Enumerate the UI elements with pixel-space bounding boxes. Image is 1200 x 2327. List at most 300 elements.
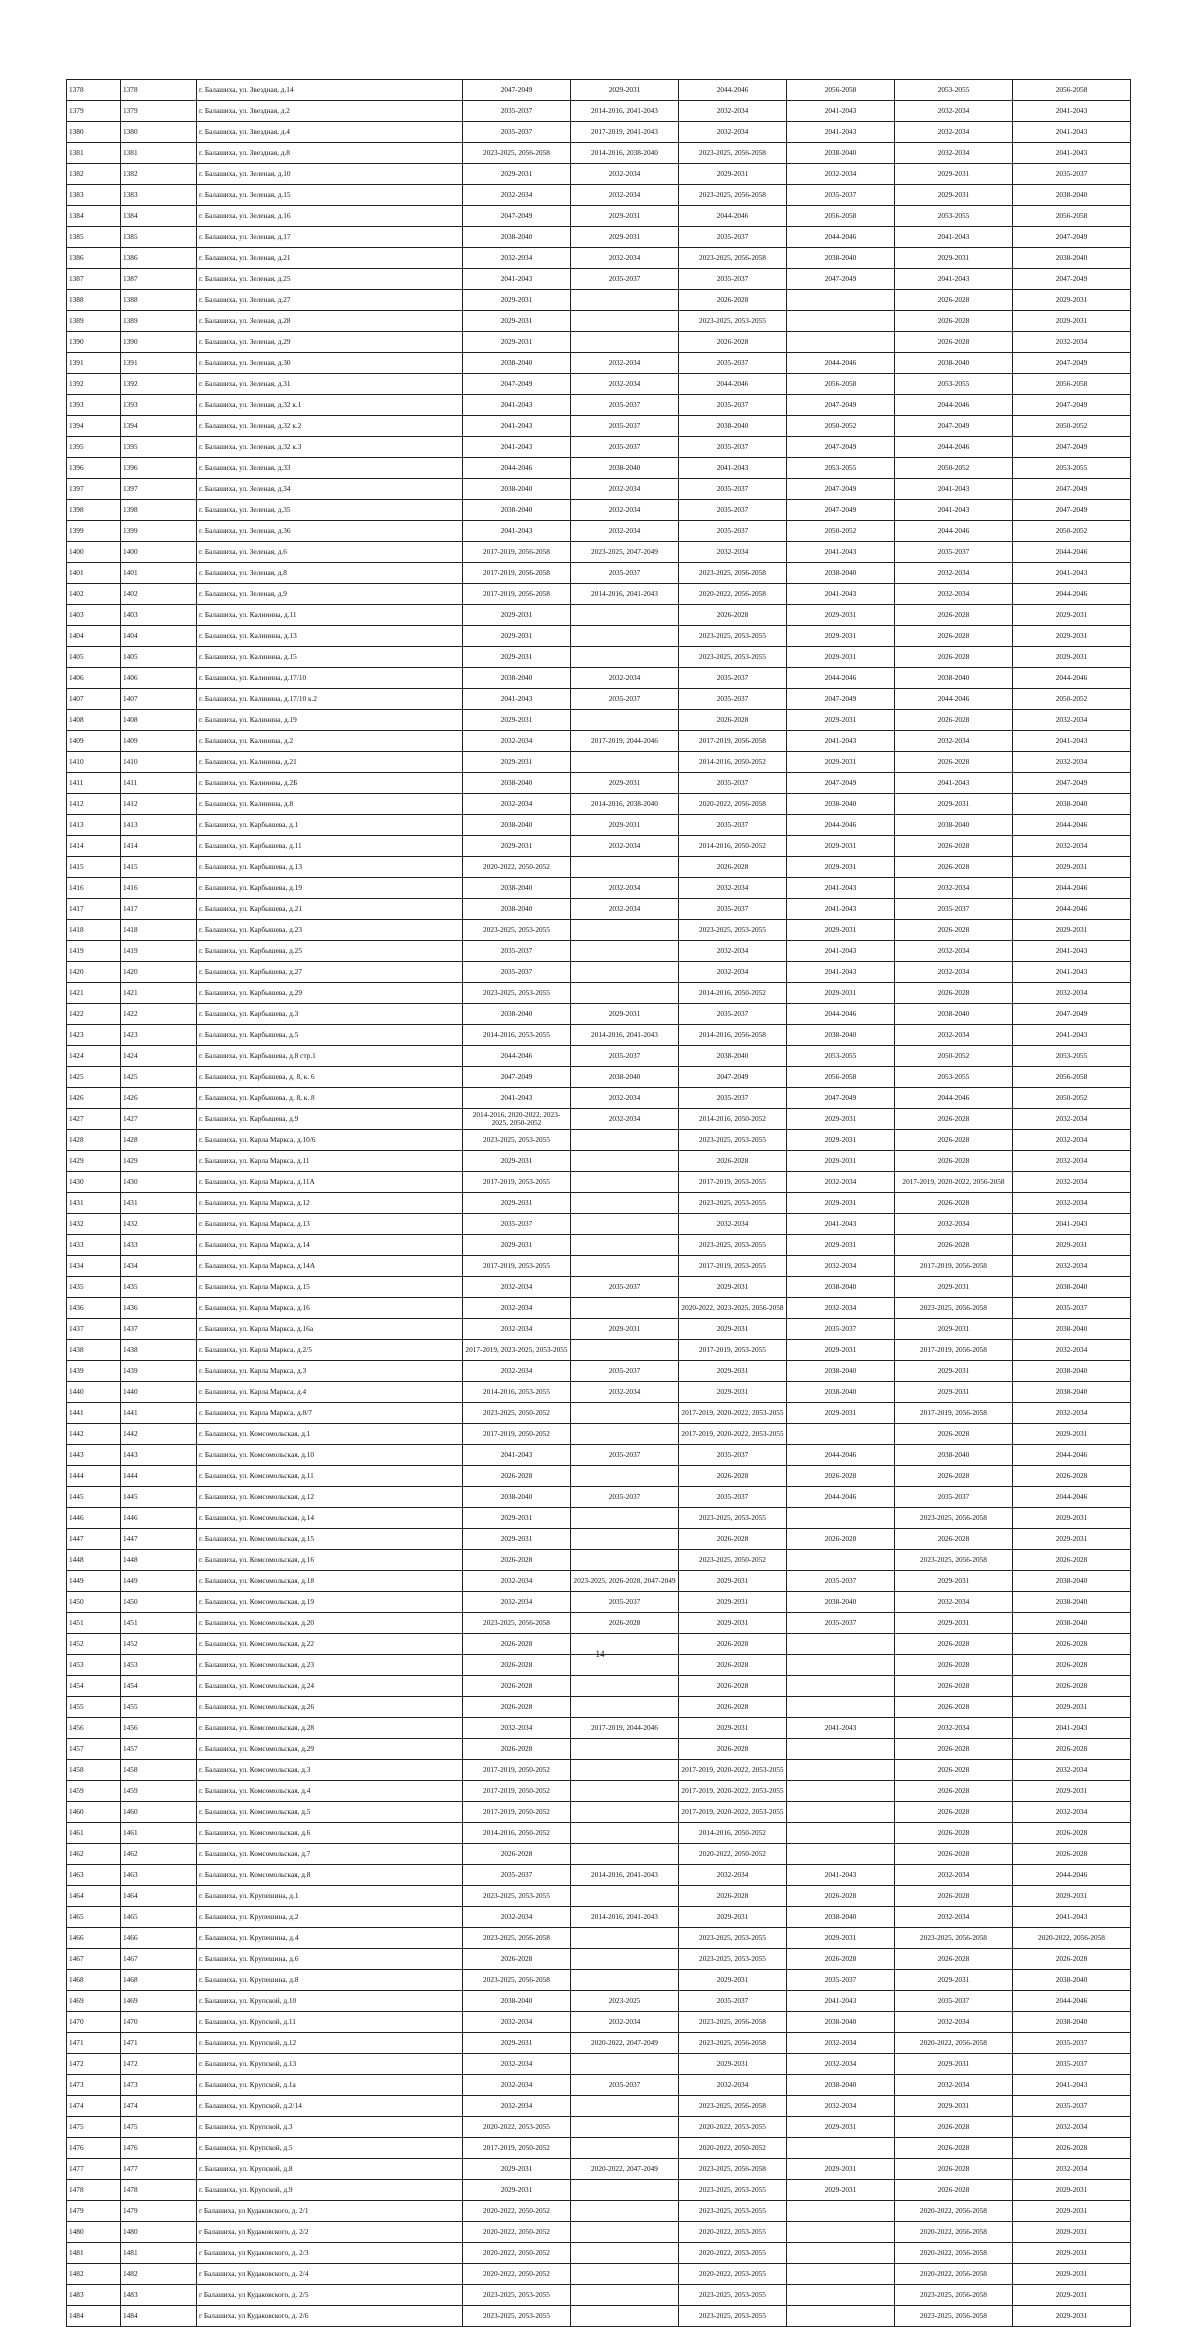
address-cell: г Балашиха, ул Кудаковского, д. 2/3 [197, 2243, 463, 2264]
row-number-cell: 1406 [67, 668, 121, 689]
address-cell: г. Балашиха, ул. Комсомольская, д.4 [197, 1781, 463, 1802]
period-col-5-cell: 2026-2028 [895, 1802, 1013, 1823]
period-col-3-cell: 2023-2025, 2056-2058 [679, 185, 787, 206]
table-row [67, 290, 1131, 311]
table-row [67, 1256, 1131, 1277]
address-id-cell: 1441 [121, 1403, 197, 1424]
row-number-cell: 1423 [67, 1025, 121, 1046]
table-row [67, 1235, 1131, 1256]
period-col-4-cell: 2056-2058 [787, 80, 895, 101]
address-id-cell: 1444 [121, 1466, 197, 1487]
period-col-3-cell: 2020-2022, 2023-2025, 2056-2058 [679, 1298, 787, 1319]
period-col-3-cell: 2035-2037 [679, 773, 787, 794]
table-row [67, 1466, 1131, 1487]
period-col-6-cell: 2029-2031 [1013, 1235, 1131, 1256]
address-cell: г. Балашиха, ул. Калинина, д.17/10 [197, 668, 463, 689]
period-col-1-cell: 2038-2040 [463, 479, 571, 500]
period-col-5-cell: 2026-2028 [895, 290, 1013, 311]
period-col-2-cell [571, 1193, 679, 1214]
period-col-6-cell: 2035-2037 [1013, 1298, 1131, 1319]
address-cell: г. Балашиха, ул. Калинина, д.8 [197, 794, 463, 815]
period-col-3-cell: 2023-2025, 2053-2055 [679, 2285, 787, 2306]
period-col-2-cell [571, 1466, 679, 1487]
period-col-1-cell: 2038-2040 [463, 353, 571, 374]
period-col-5-cell: 2026-2028 [895, 1424, 1013, 1445]
period-col-5-cell: 2026-2028 [895, 2180, 1013, 2201]
address-id-cell: 1453 [121, 1655, 197, 1676]
period-col-4-cell: 2047-2049 [787, 773, 895, 794]
period-col-3-cell: 2023-2025, 2053-2055 [679, 1193, 787, 1214]
period-col-2-cell [571, 1697, 679, 1718]
period-col-4-cell [787, 1697, 895, 1718]
table-row [67, 1802, 1131, 1823]
period-col-4-cell [787, 1802, 895, 1823]
period-col-5-cell: 2020-2022, 2056-2058 [895, 2201, 1013, 2222]
period-col-6-cell: 2026-2028 [1013, 1823, 1131, 1844]
row-number-cell: 1391 [67, 353, 121, 374]
period-col-6-cell: 2047-2049 [1013, 269, 1131, 290]
period-col-1-cell: 2038-2040 [463, 227, 571, 248]
row-number-cell: 1439 [67, 1361, 121, 1382]
period-col-2-cell: 2029-2031 [571, 227, 679, 248]
table-row [67, 983, 1131, 1004]
period-col-5-cell: 2044-2046 [895, 521, 1013, 542]
period-col-4-cell: 2047-2049 [787, 395, 895, 416]
period-col-4-cell [787, 1823, 895, 1844]
period-col-3-cell: 2020-2022, 2056-2058 [679, 584, 787, 605]
address-id-cell: 1455 [121, 1697, 197, 1718]
table-row [67, 2012, 1131, 2033]
period-col-5-cell: 2026-2028 [895, 1760, 1013, 1781]
period-col-2-cell: 2014-2016, 2041-2043 [571, 101, 679, 122]
row-number-cell: 1442 [67, 1424, 121, 1445]
period-col-3-cell: 2020-2022, 2053-2055 [679, 2117, 787, 2138]
address-cell: г Балашиха, ул Кудаковского, д. 2/6 [197, 2306, 463, 2327]
table-row [67, 878, 1131, 899]
period-col-3-cell: 2026-2028 [679, 1676, 787, 1697]
period-col-6-cell: 2029-2031 [1013, 2180, 1131, 2201]
address-cell: г. Балашиха, ул. Калинина, д.21 [197, 752, 463, 773]
period-col-2-cell [571, 1424, 679, 1445]
address-cell: г. Балашиха, ул. Комсомольская, д.24 [197, 1676, 463, 1697]
table-row [67, 1340, 1131, 1361]
period-col-2-cell [571, 2285, 679, 2306]
period-col-3-cell: 2023-2025, 2056-2058 [679, 143, 787, 164]
row-number-cell: 1453 [67, 1655, 121, 1676]
period-col-3-cell: 2044-2046 [679, 374, 787, 395]
period-col-4-cell: 2056-2058 [787, 1067, 895, 1088]
period-col-4-cell: 2044-2046 [787, 1004, 895, 1025]
period-col-2-cell [571, 710, 679, 731]
period-col-4-cell: 2029-2031 [787, 647, 895, 668]
period-col-1-cell: 2035-2037 [463, 1214, 571, 1235]
address-cell: г. Балашиха, ул. Крупской, д.9 [197, 2180, 463, 2201]
period-col-4-cell [787, 1508, 895, 1529]
period-col-5-cell: 2020-2022, 2056-2058 [895, 2243, 1013, 2264]
period-col-1-cell: 2032-2034 [463, 794, 571, 815]
period-col-1-cell: 2044-2046 [463, 458, 571, 479]
address-cell: г. Балашиха, ул. Зеленая, д.15 [197, 185, 463, 206]
address-cell: г. Балашиха, ул. Карбышева, д.21 [197, 899, 463, 920]
period-col-2-cell: 2014-2016, 2041-2043 [571, 1907, 679, 1928]
table-row [67, 836, 1131, 857]
row-number-cell: 1380 [67, 122, 121, 143]
address-id-cell: 1437 [121, 1319, 197, 1340]
period-col-3-cell: 2017-2019, 2020-2022, 2053-2055 [679, 1424, 787, 1445]
period-col-6-cell: 2026-2028 [1013, 1550, 1131, 1571]
address-cell: г. Балашиха, ул. Карбышева, д.23 [197, 920, 463, 941]
period-col-1-cell: 2041-2043 [463, 521, 571, 542]
period-col-5-cell: 2023-2025, 2056-2058 [895, 2306, 1013, 2327]
address-id-cell: 1449 [121, 1571, 197, 1592]
address-cell: г. Балашиха, ул. Зеленая, д.28 [197, 311, 463, 332]
period-col-6-cell: 2026-2028 [1013, 1676, 1131, 1697]
period-col-2-cell [571, 752, 679, 773]
period-col-2-cell [571, 2054, 679, 2075]
period-col-3-cell: 2023-2025, 2053-2055 [679, 1508, 787, 1529]
period-col-3-cell: 2014-2016, 2050-2052 [679, 836, 787, 857]
address-cell: г. Балашиха, ул. Комсомольская, д.3 [197, 1760, 463, 1781]
period-col-3-cell: 2029-2031 [679, 1319, 787, 1340]
period-col-4-cell: 2041-2043 [787, 101, 895, 122]
period-col-5-cell: 2032-2034 [895, 941, 1013, 962]
address-id-cell: 1399 [121, 521, 197, 542]
period-col-2-cell: 2029-2031 [571, 1319, 679, 1340]
period-col-1-cell: 2029-2031 [463, 647, 571, 668]
period-col-1-cell: 2038-2040 [463, 1004, 571, 1025]
period-col-6-cell: 2032-2034 [1013, 1172, 1131, 1193]
period-col-4-cell [787, 290, 895, 311]
period-col-4-cell: 2038-2040 [787, 143, 895, 164]
row-number-cell: 1386 [67, 248, 121, 269]
row-number-cell: 1390 [67, 332, 121, 353]
table-row [67, 1529, 1131, 1550]
period-col-6-cell: 2029-2031 [1013, 1886, 1131, 1907]
table-row [67, 2222, 1131, 2243]
period-col-6-cell: 2053-2055 [1013, 458, 1131, 479]
period-col-1-cell: 2026-2028 [463, 1949, 571, 1970]
period-col-6-cell: 2032-2034 [1013, 1130, 1131, 1151]
address-id-cell: 1466 [121, 1928, 197, 1949]
address-id-cell: 1464 [121, 1886, 197, 1907]
period-col-1-cell: 2029-2031 [463, 311, 571, 332]
row-number-cell: 1465 [67, 1907, 121, 1928]
period-col-2-cell: 2035-2037 [571, 416, 679, 437]
period-col-3-cell: 2026-2028 [679, 1739, 787, 1760]
address-id-cell: 1407 [121, 689, 197, 710]
address-id-cell: 1462 [121, 1844, 197, 1865]
table-row [67, 626, 1131, 647]
table-row [67, 1760, 1131, 1781]
address-id-cell: 1418 [121, 920, 197, 941]
row-number-cell: 1410 [67, 752, 121, 773]
row-number-cell: 1434 [67, 1256, 121, 1277]
address-id-cell: 1401 [121, 563, 197, 584]
period-col-5-cell: 2026-2028 [895, 1529, 1013, 1550]
period-col-4-cell: 2044-2046 [787, 353, 895, 374]
page-number: 14 [595, 1649, 605, 1659]
period-col-6-cell: 2032-2034 [1013, 1256, 1131, 1277]
period-col-1-cell: 2032-2034 [463, 2096, 571, 2117]
address-cell: г. Балашиха, ул. Карла Маркса, д.16а [197, 1319, 463, 1340]
period-col-5-cell: 2026-2028 [895, 1193, 1013, 1214]
period-col-3-cell: 2023-2025, 2056-2058 [679, 2012, 787, 2033]
address-cell: г. Балашиха, ул. Карбышева, д.1 [197, 815, 463, 836]
period-col-1-cell: 2026-2028 [463, 1550, 571, 1571]
row-number-cell: 1429 [67, 1151, 121, 1172]
address-id-cell: 1424 [121, 1046, 197, 1067]
period-col-5-cell: 2053-2055 [895, 1067, 1013, 1088]
address-cell: г. Балашиха, ул. Карла Маркса, д.3 [197, 1361, 463, 1382]
address-cell: г. Балашиха, ул. Карбышева, д.25 [197, 941, 463, 962]
table-row [67, 101, 1131, 122]
period-col-5-cell: 2029-2031 [895, 1277, 1013, 1298]
table-row [67, 1445, 1131, 1466]
period-col-6-cell: 2029-2031 [1013, 2243, 1131, 2264]
period-col-3-cell: 2035-2037 [679, 479, 787, 500]
table-row [67, 1949, 1131, 1970]
period-col-1-cell: 2035-2037 [463, 962, 571, 983]
period-col-3-cell: 2035-2037 [679, 437, 787, 458]
row-number-cell: 1466 [67, 1928, 121, 1949]
period-col-2-cell [571, 1403, 679, 1424]
period-col-6-cell: 2041-2043 [1013, 1025, 1131, 1046]
address-id-cell: 1472 [121, 2054, 197, 2075]
period-col-5-cell: 2029-2031 [895, 2096, 1013, 2117]
table-row [67, 1004, 1131, 1025]
period-col-3-cell: 2020-2022, 2050-2052 [679, 1844, 787, 1865]
address-id-cell: 1484 [121, 2306, 197, 2327]
period-col-4-cell: 2029-2031 [787, 2159, 895, 2180]
period-col-2-cell [571, 626, 679, 647]
address-id-cell: 1452 [121, 1634, 197, 1655]
period-col-6-cell: 2026-2028 [1013, 1466, 1131, 1487]
period-col-5-cell: 2041-2043 [895, 227, 1013, 248]
period-col-2-cell: 2032-2034 [571, 1109, 679, 1130]
period-col-2-cell: 2032-2034 [571, 2012, 679, 2033]
table-row [67, 1277, 1131, 1298]
period-col-3-cell: 2029-2031 [679, 164, 787, 185]
address-id-cell: 1400 [121, 542, 197, 563]
address-id-cell: 1391 [121, 353, 197, 374]
period-col-6-cell: 2050-2052 [1013, 1088, 1131, 1109]
period-col-6-cell: 2038-2040 [1013, 1613, 1131, 1634]
address-id-cell: 1402 [121, 584, 197, 605]
period-col-4-cell [787, 2138, 895, 2159]
period-col-2-cell [571, 983, 679, 1004]
period-col-1-cell: 2029-2031 [463, 1529, 571, 1550]
period-col-4-cell: 2056-2058 [787, 206, 895, 227]
period-col-6-cell: 2050-2052 [1013, 689, 1131, 710]
address-cell: г. Балашиха, ул. Звездная, д.4 [197, 122, 463, 143]
period-col-1-cell: 2035-2037 [463, 101, 571, 122]
period-col-1-cell: 2020-2022, 2050-2052 [463, 2222, 571, 2243]
period-col-4-cell [787, 2222, 895, 2243]
address-cell: г. Балашиха, ул. Крупешина, д.6 [197, 1949, 463, 1970]
address-id-cell: 1414 [121, 836, 197, 857]
period-col-4-cell: 2032-2034 [787, 2054, 895, 2075]
period-col-3-cell: 2029-2031 [679, 1613, 787, 1634]
table-row [67, 1844, 1131, 1865]
table-row [67, 269, 1131, 290]
period-col-6-cell: 2044-2046 [1013, 1865, 1131, 1886]
address-cell: г. Балашиха, ул. Крупешина, д.4 [197, 1928, 463, 1949]
period-col-3-cell: 2035-2037 [679, 521, 787, 542]
period-col-1-cell: 2029-2031 [463, 332, 571, 353]
period-col-6-cell: 2056-2058 [1013, 1067, 1131, 1088]
row-number-cell: 1408 [67, 710, 121, 731]
period-col-4-cell: 2029-2031 [787, 836, 895, 857]
period-col-4-cell: 2029-2031 [787, 1130, 895, 1151]
period-col-4-cell: 2035-2037 [787, 1571, 895, 1592]
period-col-5-cell: 2032-2034 [895, 1718, 1013, 1739]
period-col-3-cell: 2041-2043 [679, 458, 787, 479]
address-cell: г. Балашиха, ул. Карбышева, д.19 [197, 878, 463, 899]
row-number-cell: 1432 [67, 1214, 121, 1235]
address-id-cell: 1458 [121, 1760, 197, 1781]
address-id-cell: 1446 [121, 1508, 197, 1529]
period-col-4-cell: 2044-2046 [787, 227, 895, 248]
table-row [67, 2054, 1131, 2075]
row-number-cell: 1400 [67, 542, 121, 563]
period-col-4-cell: 2050-2052 [787, 416, 895, 437]
period-col-4-cell: 2029-2031 [787, 1928, 895, 1949]
period-col-4-cell: 2029-2031 [787, 626, 895, 647]
address-id-cell: 1475 [121, 2117, 197, 2138]
period-col-4-cell: 2029-2031 [787, 857, 895, 878]
period-col-6-cell: 2038-2040 [1013, 1970, 1131, 1991]
period-col-2-cell [571, 1970, 679, 1991]
period-col-6-cell: 2041-2043 [1013, 563, 1131, 584]
period-col-3-cell: 2026-2028 [679, 710, 787, 731]
address-cell: г. Балашиха, ул. Звездная, д.8 [197, 143, 463, 164]
period-col-4-cell [787, 2243, 895, 2264]
period-col-4-cell [787, 1676, 895, 1697]
period-col-1-cell: 2029-2031 [463, 1508, 571, 1529]
period-col-1-cell: 2038-2040 [463, 878, 571, 899]
period-col-1-cell: 2020-2022, 2053-2055 [463, 2117, 571, 2138]
table-row [67, 1592, 1131, 1613]
period-col-4-cell: 2032-2034 [787, 2033, 895, 2054]
row-number-cell: 1444 [67, 1466, 121, 1487]
table-row [67, 1739, 1131, 1760]
period-col-4-cell: 2053-2055 [787, 458, 895, 479]
period-col-3-cell: 2029-2031 [679, 1718, 787, 1739]
address-cell: г. Балашиха, ул. Зеленая, д.9 [197, 584, 463, 605]
period-col-6-cell: 2032-2034 [1013, 1340, 1131, 1361]
period-col-2-cell: 2035-2037 [571, 1277, 679, 1298]
period-col-4-cell: 2029-2031 [787, 605, 895, 626]
row-number-cell: 1424 [67, 1046, 121, 1067]
row-number-cell: 1458 [67, 1760, 121, 1781]
table-row [67, 1991, 1131, 2012]
period-col-1-cell: 2023-2025, 2053-2055 [463, 983, 571, 1004]
period-col-2-cell [571, 1802, 679, 1823]
period-col-1-cell: 2017-2019, 2053-2055 [463, 1172, 571, 1193]
address-id-cell: 1433 [121, 1235, 197, 1256]
table-row [67, 1697, 1131, 1718]
period-col-6-cell: 2041-2043 [1013, 101, 1131, 122]
address-cell: г. Балашиха, ул. Зеленая, д.25 [197, 269, 463, 290]
table-row [67, 1571, 1131, 1592]
period-col-3-cell: 2032-2034 [679, 542, 787, 563]
period-col-6-cell: 2029-2031 [1013, 1529, 1131, 1550]
address-id-cell: 1380 [121, 122, 197, 143]
period-col-2-cell [571, 1256, 679, 1277]
address-id-cell: 1428 [121, 1130, 197, 1151]
address-id-cell: 1467 [121, 1949, 197, 1970]
address-cell: г. Балашиха, ул. Калинина, д.11 [197, 605, 463, 626]
period-col-3-cell: 2029-2031 [679, 1571, 787, 1592]
period-col-5-cell: 2017-2019, 2020-2022, 2056-2058 [895, 1172, 1013, 1193]
address-cell: г Балашиха, ул Кудаковского, д. 2/4 [197, 2264, 463, 2285]
row-number-cell: 1472 [67, 2054, 121, 2075]
address-id-cell: 1463 [121, 1865, 197, 1886]
table-row [67, 1382, 1131, 1403]
period-col-1-cell: 2029-2031 [463, 605, 571, 626]
period-col-5-cell: 2035-2037 [895, 542, 1013, 563]
period-col-1-cell: 2023-2025, 2053-2055 [463, 2285, 571, 2306]
period-col-6-cell: 2047-2049 [1013, 395, 1131, 416]
period-col-6-cell: 2044-2046 [1013, 899, 1131, 920]
period-col-5-cell: 2026-2028 [895, 1886, 1013, 1907]
period-col-4-cell: 2041-2043 [787, 941, 895, 962]
period-col-4-cell [787, 1844, 895, 1865]
table-row [67, 1865, 1131, 1886]
table-row [67, 500, 1131, 521]
row-number-cell: 1433 [67, 1235, 121, 1256]
address-cell: г. Балашиха, ул. Карла Маркса, д.11А [197, 1172, 463, 1193]
period-col-4-cell [787, 2201, 895, 2222]
address-cell: г. Балашиха, ул. Карла Маркса, д.14А [197, 1256, 463, 1277]
period-col-4-cell [787, 1739, 895, 1760]
period-col-3-cell: 2017-2019, 2020-2022, 2053-2055 [679, 1781, 787, 1802]
row-number-cell: 1387 [67, 269, 121, 290]
table-row [67, 1886, 1131, 1907]
period-col-4-cell: 2038-2040 [787, 1361, 895, 1382]
row-number-cell: 1468 [67, 1970, 121, 1991]
period-col-2-cell: 2038-2040 [571, 1067, 679, 1088]
table-row [67, 1109, 1131, 1130]
period-col-4-cell: 2041-2043 [787, 878, 895, 899]
address-cell: г. Балашиха, ул. Зеленая, д.31 [197, 374, 463, 395]
address-cell: г. Балашиха, ул. Комсомольская, д.11 [197, 1466, 463, 1487]
period-col-2-cell [571, 920, 679, 941]
period-col-2-cell [571, 1739, 679, 1760]
row-number-cell: 1431 [67, 1193, 121, 1214]
period-col-1-cell: 2014-2016, 2053-2055 [463, 1382, 571, 1403]
address-id-cell: 1434 [121, 1256, 197, 1277]
period-col-1-cell: 2032-2034 [463, 1718, 571, 1739]
row-number-cell: 1456 [67, 1718, 121, 1739]
period-col-4-cell: 2029-2031 [787, 920, 895, 941]
period-col-5-cell: 2026-2028 [895, 1739, 1013, 1760]
period-col-3-cell: 2014-2016, 2050-2052 [679, 983, 787, 1004]
period-col-6-cell: 2056-2058 [1013, 80, 1131, 101]
period-col-5-cell: 2053-2055 [895, 80, 1013, 101]
period-col-5-cell: 2026-2028 [895, 2138, 1013, 2159]
period-col-4-cell: 2044-2046 [787, 1487, 895, 1508]
address-cell: г. Балашиха, ул. Калинина, д.13 [197, 626, 463, 647]
address-id-cell: 1396 [121, 458, 197, 479]
period-col-1-cell: 2017-2019, 2056-2058 [463, 584, 571, 605]
period-col-3-cell: 2020-2022, 2053-2055 [679, 2222, 787, 2243]
period-col-2-cell: 2026-2028 [571, 1613, 679, 1634]
period-col-2-cell: 2035-2037 [571, 689, 679, 710]
period-col-5-cell: 2026-2028 [895, 1634, 1013, 1655]
period-col-1-cell: 2020-2022, 2050-2052 [463, 2243, 571, 2264]
period-col-2-cell: 2032-2034 [571, 668, 679, 689]
